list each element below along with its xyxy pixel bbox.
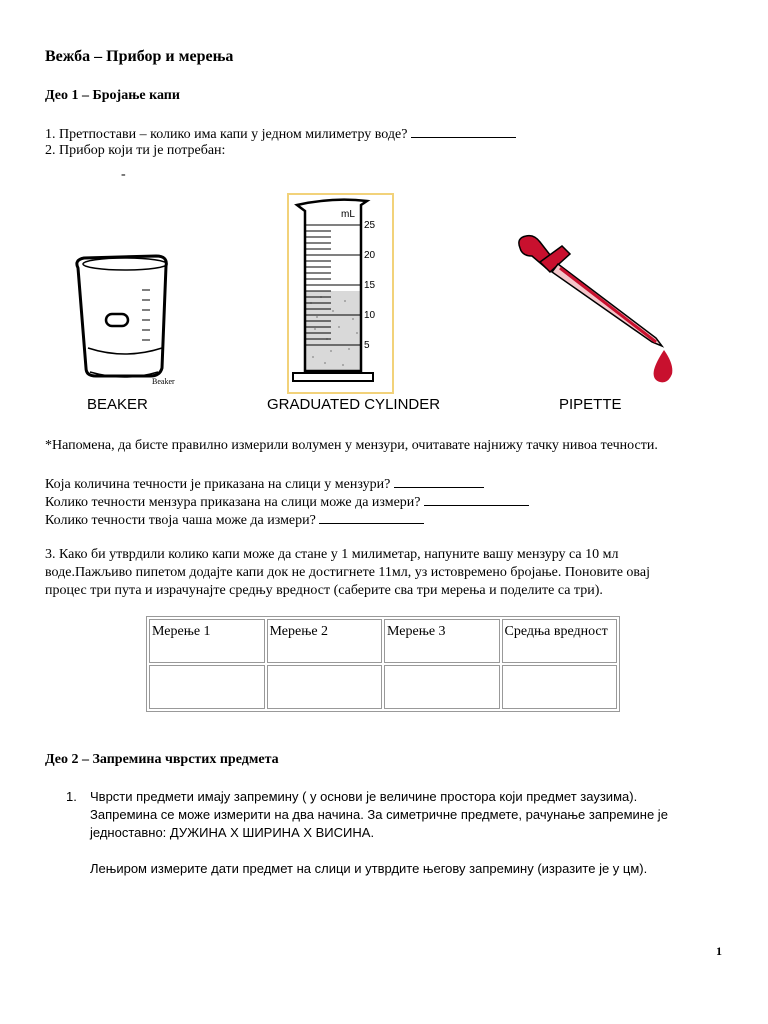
cell-measurement-3[interactable] xyxy=(384,665,500,709)
question-1 xyxy=(45,124,516,144)
question-c xyxy=(45,510,424,530)
instruction-line-1: 3. Како би утврдили колико капи може да стане у 1 милиметар, напуните вашу мензуру са 10 мл xyxy=(45,547,619,562)
cell-average[interactable] xyxy=(502,665,618,709)
answer-blank-b[interactable] xyxy=(424,492,529,506)
question-b-text: Колико течности мензура приказана на слици може да измери? xyxy=(45,495,421,510)
header-measurement-3: Мерење 3 xyxy=(384,619,500,663)
measurement-note: *Напомена, да бисте правилно измерили волумен у мензури, очитавате најнижу тачку нивоа течности. xyxy=(45,438,658,453)
page-title: Вежба – Прибор и мерења xyxy=(45,48,234,65)
measurement-table xyxy=(146,616,620,712)
graduated-cylinder-illustration xyxy=(287,193,395,395)
question-b xyxy=(45,492,529,512)
cylinder-tick-25: 25 xyxy=(364,220,376,231)
part2-heading: Део 2 – Запремина чврстих предмета xyxy=(45,752,279,767)
cylinder-label: GRADUATED CYLINDER xyxy=(267,396,441,413)
cylinder-tick-10: 10 xyxy=(364,310,376,321)
part2-line-1: Чврсти предмети имају запремину ( у основи је величине простора који предмет заузима). xyxy=(90,789,638,804)
cylinder-tick-20: 20 xyxy=(364,250,376,261)
question-a-text: Која количина течности је приказана на слици у мензури? xyxy=(45,477,391,492)
header-measurement-2: Мерење 2 xyxy=(267,619,383,663)
cell-measurement-2[interactable] xyxy=(267,665,383,709)
answer-blank-c[interactable] xyxy=(319,510,424,524)
instruction-line-2: воде.Пажљиво пипетом додајте капи док не достигнете 11мл, уз истовремено бројање. Поновите овај xyxy=(45,565,650,580)
cylinder-unit: mL xyxy=(341,209,355,220)
beaker-caption: Beaker xyxy=(152,377,175,386)
pipette-label: PIPETTE xyxy=(559,396,622,413)
page-number: 1 xyxy=(716,944,722,958)
part2-line-4: Лењиром измерите дати предмет на слици и утврдите његову запремину (изразите је у цм). xyxy=(90,861,648,876)
answer-blank-a[interactable] xyxy=(394,474,484,488)
beaker-label: BEAKER xyxy=(87,396,148,413)
table-header-row xyxy=(149,619,617,663)
part2-item-number: 1. xyxy=(66,789,77,804)
header-measurement-1: Мерење 1 xyxy=(149,619,265,663)
instruction-line-3: процес три пута и израчунајте средњу вредност (саберите сва три мерења и поделите са три). xyxy=(45,583,603,598)
pipette-illustration xyxy=(512,234,682,386)
answer-blank-1[interactable] xyxy=(411,124,516,138)
cylinder-tick-15: 15 xyxy=(364,280,376,291)
beaker-illustration xyxy=(70,248,182,388)
question-2: 2. Прибор који ти је потребан: xyxy=(45,143,226,158)
question-a xyxy=(45,474,484,494)
header-average: Средња вредност xyxy=(502,619,618,663)
question-1-text: 1. Претпостави – колико има капи у једном милиметру воде? xyxy=(45,127,408,142)
cell-measurement-1[interactable] xyxy=(149,665,265,709)
cylinder-tick-5: 5 xyxy=(364,340,370,351)
table-row xyxy=(149,665,617,709)
stray-mark: - xyxy=(121,167,126,182)
question-c-text: Колико течности твоја чаша може да измери? xyxy=(45,513,316,528)
part2-line-2: Запремина се може измерити на два начина. За симетричне предмете, рачунање запремине је xyxy=(90,807,668,822)
part2-line-3: једноставно: ДУЖИНА X ШИРИНА X ВИСИНА. xyxy=(90,825,375,840)
part1-heading: Део 1 – Бројање капи xyxy=(45,88,180,103)
